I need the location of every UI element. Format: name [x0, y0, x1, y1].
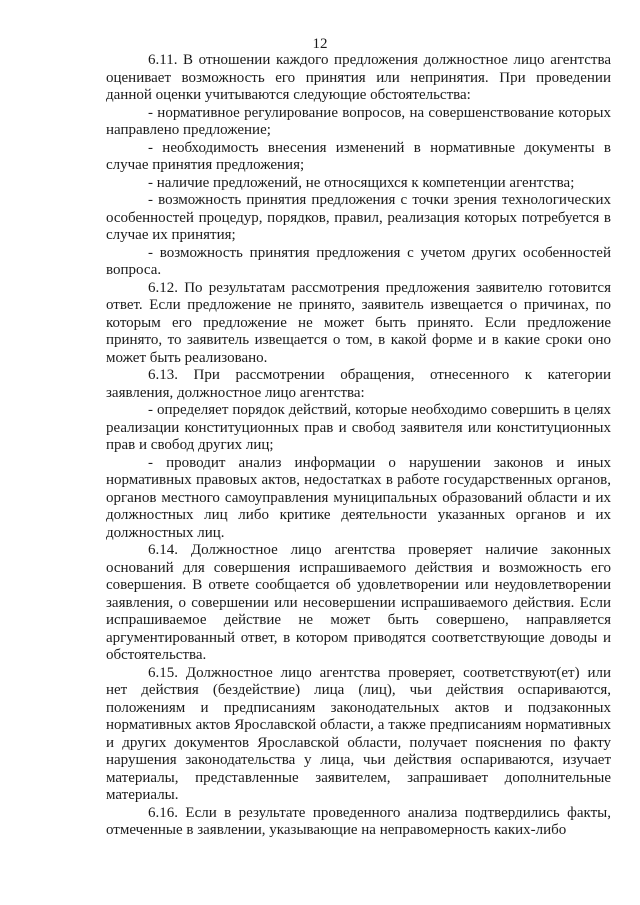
list-item-analysis: - проводит анализ информации о нарушении законов и иных нормативных правовых актов, недостатках в работе государственных органов, органов местного самоуправления муниципальных образований области и их должностных лиц либо критике деятельности указанных органов и их должностных лиц.	[106, 454, 611, 541]
paragraph-6-13: 6.13. При рассмотрении обращения, отнесенного к категории заявления, должностное лицо агентства:	[106, 367, 611, 401]
list-item-other-features: - возможность принятия предложения с учетом других особенностей вопроса.	[106, 244, 611, 278]
list-item-technological: - возможность принятия предложения с точки зрения технологических особенностей процедур, порядков, правил, реализация которых потребуется в случае их принятия;	[106, 192, 611, 243]
page-number: 12	[312, 36, 328, 52]
paragraph-6-12: 6.12. По результатам рассмотрения предложения заявителю готовится ответ. Если предложение не принято, заявитель извещается о причинах, по которым его предложение не может быть принято. Если предложение принято, то заявитель извещается о том, в какой форме и в какие сроки оно может быть реализовано.	[106, 279, 611, 366]
paragraph-6-11: 6.11. В отношении каждого предложения должностное лицо агентства оценивает возможность его принятия или непринятия. При проведении данной оценки учитываются следующие обстоятельства:	[106, 52, 611, 103]
list-item-amendments: - необходимость внесения изменений в нормативные документы в случае принятия предложения;	[106, 139, 611, 173]
paragraph-6-16: 6.16. Если в результате проведенного анализа подтвердились факты, отмеченные в заявлении, указывающие на неправомерность каких-либо	[106, 804, 611, 838]
list-item-regulation: - нормативное регулирование вопросов, на совершенствование которых направлено предложение;	[106, 104, 611, 138]
list-item-procedure: - определяет порядок действий, которые необходимо совершить в целях реализации конституционных прав и свобод заявителя или конституционных прав и свобод других лиц;	[106, 402, 611, 453]
paragraph-6-15: 6.15. Должностное лицо агентства проверяет, соответствуют(ет) или нет действия (бездействие) лица (лиц), чьи действия оспариваются, положениям и предписаниям законодательных актов и подзаконных нормативных актов Ярославской области, а также предписаниям нормативных и других документов Ярославской области, получает пояснения по факту нарушения законодательства у лица, чьи действия оспариваются, изучает материалы, представленные заявителем, запрашивает дополнительные материалы.	[106, 664, 611, 803]
paragraph-6-14: 6.14. Должностное лицо агентства проверяет наличие законных оснований для совершения испрашиваемого действия и возможность его совершения. В ответе сообщается об удовлетворении или неудовлетворении заявления, о совершении или несовершении испрашиваемого действия. Если испрашиваемое действие не может быть совершено, направляется аргументированный ответ, в котором приводятся соответствующие доводы и обстоятельства.	[106, 542, 611, 663]
document-body	[106, 52, 611, 840]
list-item-competence: - наличие предложений, не относящихся к компетенции агентства;	[148, 174, 575, 191]
